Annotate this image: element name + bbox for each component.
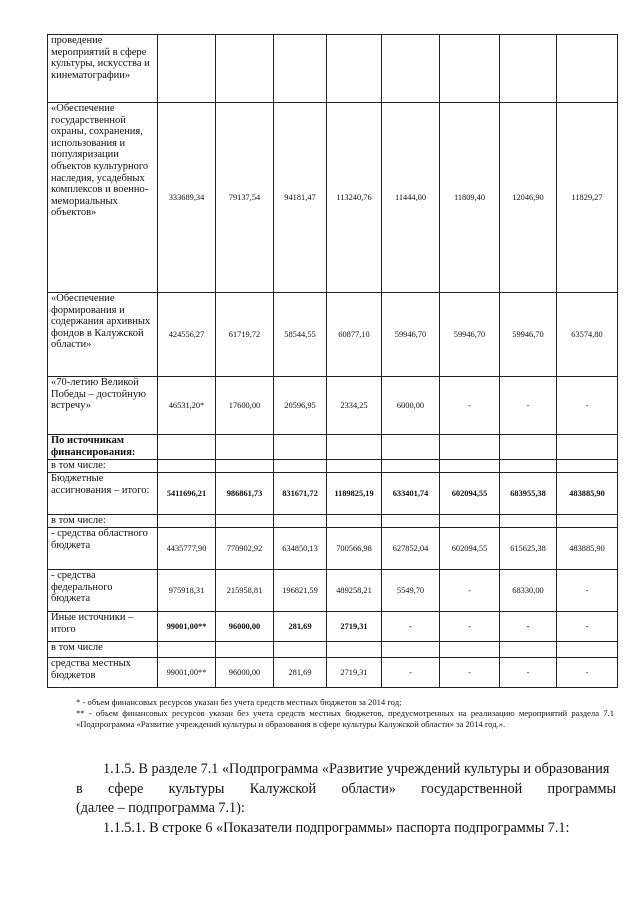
table-cell xyxy=(382,460,440,473)
table-cell: - xyxy=(500,377,557,435)
row-label: По источникам финансирования: xyxy=(48,435,158,460)
table-cell: 483885,90 xyxy=(557,473,618,515)
table-cell: - xyxy=(440,570,500,612)
table-cell: 602094,55 xyxy=(440,528,500,570)
row-label: Бюджетные ассигнования – итого: xyxy=(48,473,158,515)
table-cell: 333689,34 xyxy=(158,103,216,293)
table-cell xyxy=(382,515,440,528)
table-cell: 196821,59 xyxy=(274,570,327,612)
row-label: Иные источники – итого xyxy=(48,612,158,642)
table-cell: 281,69 xyxy=(274,658,327,688)
table-cell xyxy=(274,460,327,473)
table-cell xyxy=(158,435,216,460)
table-cell xyxy=(500,35,557,103)
table-cell: 831671,72 xyxy=(274,473,327,515)
table-cell: - xyxy=(382,658,440,688)
table-cell: 59946,70 xyxy=(440,293,500,377)
table-cell: 99001,00** xyxy=(158,612,216,642)
table-cell xyxy=(440,515,500,528)
table-cell: - xyxy=(440,658,500,688)
table-cell: 6000,00 xyxy=(382,377,440,435)
paragraph-1-line-3: (далее – подпрограмма 7.1): xyxy=(76,800,245,816)
row-label: «Обеспечение государственной охраны, сохранения, использования и популяризации объектов культурного наследия, усадебных комплексов и военно-мемориальных объектов» xyxy=(48,103,158,293)
table-row xyxy=(48,377,618,435)
table-cell: 986861,73 xyxy=(216,473,274,515)
table-cell: 12046,90 xyxy=(500,103,557,293)
paragraph-1-line-2: в сфере культуры Калужской области» государственной программы xyxy=(76,780,616,797)
table-cell: 2719,31 xyxy=(327,658,382,688)
table-cell: - xyxy=(557,658,618,688)
table-cell: 63574,80 xyxy=(557,293,618,377)
table-cell: 633401,74 xyxy=(382,473,440,515)
table-cell xyxy=(158,460,216,473)
table-cell xyxy=(158,642,216,658)
table-cell: 59946,70 xyxy=(500,293,557,377)
table-cell xyxy=(440,460,500,473)
table-cell xyxy=(440,35,500,103)
financing-table xyxy=(47,34,618,688)
paragraph-2: 1.1.5.1. В строке 6 «Показатели подпрограммы» паспорта подпрограммы 7.1: xyxy=(103,819,570,836)
table-cell xyxy=(500,515,557,528)
table-cell xyxy=(274,435,327,460)
table-cell: 1189825,19 xyxy=(327,473,382,515)
table-cell: - xyxy=(557,377,618,435)
table-cell: 58544,55 xyxy=(274,293,327,377)
table-cell xyxy=(216,35,274,103)
table-cell xyxy=(440,435,500,460)
table-cell: 5411696,21 xyxy=(158,473,216,515)
table-cell: 96000,00 xyxy=(216,658,274,688)
table-cell xyxy=(382,35,440,103)
table-cell: 61719,72 xyxy=(216,293,274,377)
table-row xyxy=(48,642,618,658)
table-cell xyxy=(557,35,618,103)
table-row xyxy=(48,293,618,377)
table-cell: 4435777,90 xyxy=(158,528,216,570)
table-row xyxy=(48,435,618,460)
table-cell: 683955,38 xyxy=(500,473,557,515)
table-cell: - xyxy=(557,612,618,642)
row-label: «70-летию Великой Победы – достойную встречу» xyxy=(48,377,158,435)
table-cell xyxy=(327,35,382,103)
table-cell: 700566,98 xyxy=(327,528,382,570)
table-cell: 94181,47 xyxy=(274,103,327,293)
footnotes xyxy=(76,697,614,730)
table-cell: - xyxy=(440,612,500,642)
table-cell: - xyxy=(382,612,440,642)
footnote-1: * - объем финансовых ресурсов указан без учета средств местных бюджетов за 2014 год; xyxy=(76,697,402,707)
table-cell xyxy=(500,642,557,658)
table-cell xyxy=(440,642,500,658)
table-cell: 2334,25 xyxy=(327,377,382,435)
table-cell: 770902,92 xyxy=(216,528,274,570)
table-row xyxy=(48,612,618,642)
table-cell: - xyxy=(500,658,557,688)
table-cell: 99001,00** xyxy=(158,658,216,688)
table-cell: 59946,70 xyxy=(382,293,440,377)
table-cell xyxy=(327,642,382,658)
table-cell xyxy=(274,642,327,658)
table-cell xyxy=(216,435,274,460)
table-cell xyxy=(327,515,382,528)
table-cell xyxy=(382,435,440,460)
table-cell: 424556,27 xyxy=(158,293,216,377)
table-cell: 975918,31 xyxy=(158,570,216,612)
table-cell: - xyxy=(500,612,557,642)
table-cell: 615625,38 xyxy=(500,528,557,570)
table-row xyxy=(48,515,618,528)
table-cell: 215958,81 xyxy=(216,570,274,612)
table-cell xyxy=(158,515,216,528)
table-cell: 113240,76 xyxy=(327,103,382,293)
paragraph-1-line-1: 1.1.5. В разделе 7.1 «Подпрограмма «Развитие учреждений культуры и образования xyxy=(103,761,610,777)
row-label: в том числе: xyxy=(48,460,158,473)
table-cell: 627852,04 xyxy=(382,528,440,570)
table-cell xyxy=(557,435,618,460)
table-cell: 60877,10 xyxy=(327,293,382,377)
table-cell: 2719,31 xyxy=(327,612,382,642)
table-cell: 602094,55 xyxy=(440,473,500,515)
table-cell xyxy=(500,435,557,460)
table-row xyxy=(48,473,618,515)
table-cell: 46531,20* xyxy=(158,377,216,435)
table-cell xyxy=(327,460,382,473)
table-cell: 96000,00 xyxy=(216,612,274,642)
table-cell: 11809,40 xyxy=(440,103,500,293)
table-cell xyxy=(216,460,274,473)
table-row xyxy=(48,528,618,570)
table-cell xyxy=(274,35,327,103)
table-row xyxy=(48,103,618,293)
table-cell: 20596,95 xyxy=(274,377,327,435)
body-text xyxy=(76,760,616,838)
row-label: в том числе xyxy=(48,642,158,658)
table-cell: 281,69 xyxy=(274,612,327,642)
row-label: в том числе: xyxy=(48,515,158,528)
footnote-2: ** - объем финансовых ресурсов указан без учета средств местных бюджетов, предусмотренных на реализацию мероприятий раздела 7.1 «Подпрограмма «Развитие учреждений культуры и образования в сфере культуры Калужской области» за 2014 год.». xyxy=(76,708,614,729)
table-cell: 483885,90 xyxy=(557,528,618,570)
table-row xyxy=(48,570,618,612)
table-cell: 489258,21 xyxy=(327,570,382,612)
table-cell xyxy=(274,515,327,528)
row-label: - средства федерального бюджета xyxy=(48,570,158,612)
table-cell: 11444,00 xyxy=(382,103,440,293)
row-label: средства местных бюджетов xyxy=(48,658,158,688)
table-cell: 68330,00 xyxy=(500,570,557,612)
row-label: - средства областного бюджета xyxy=(48,528,158,570)
table-cell xyxy=(557,460,618,473)
table-cell: 17600,00 xyxy=(216,377,274,435)
table-cell xyxy=(158,35,216,103)
table-cell: - xyxy=(557,570,618,612)
table-row xyxy=(48,658,618,688)
table-row xyxy=(48,35,618,103)
table-cell xyxy=(557,642,618,658)
table-cell: 5549,70 xyxy=(382,570,440,612)
table-cell xyxy=(382,642,440,658)
table-cell: 79137,54 xyxy=(216,103,274,293)
table-cell xyxy=(216,515,274,528)
table-cell: 11829,27 xyxy=(557,103,618,293)
table-cell xyxy=(216,642,274,658)
table-cell xyxy=(327,435,382,460)
row-label: проведение мероприятий в сфере культуры, искусства и кинематографии» xyxy=(48,35,158,103)
table-cell xyxy=(500,460,557,473)
table-cell xyxy=(557,515,618,528)
table-row xyxy=(48,460,618,473)
table-cell: 634850,13 xyxy=(274,528,327,570)
row-label: «Обеспечение формирования и содержания архивных фондов в Калужской области» xyxy=(48,293,158,377)
table-cell: - xyxy=(440,377,500,435)
